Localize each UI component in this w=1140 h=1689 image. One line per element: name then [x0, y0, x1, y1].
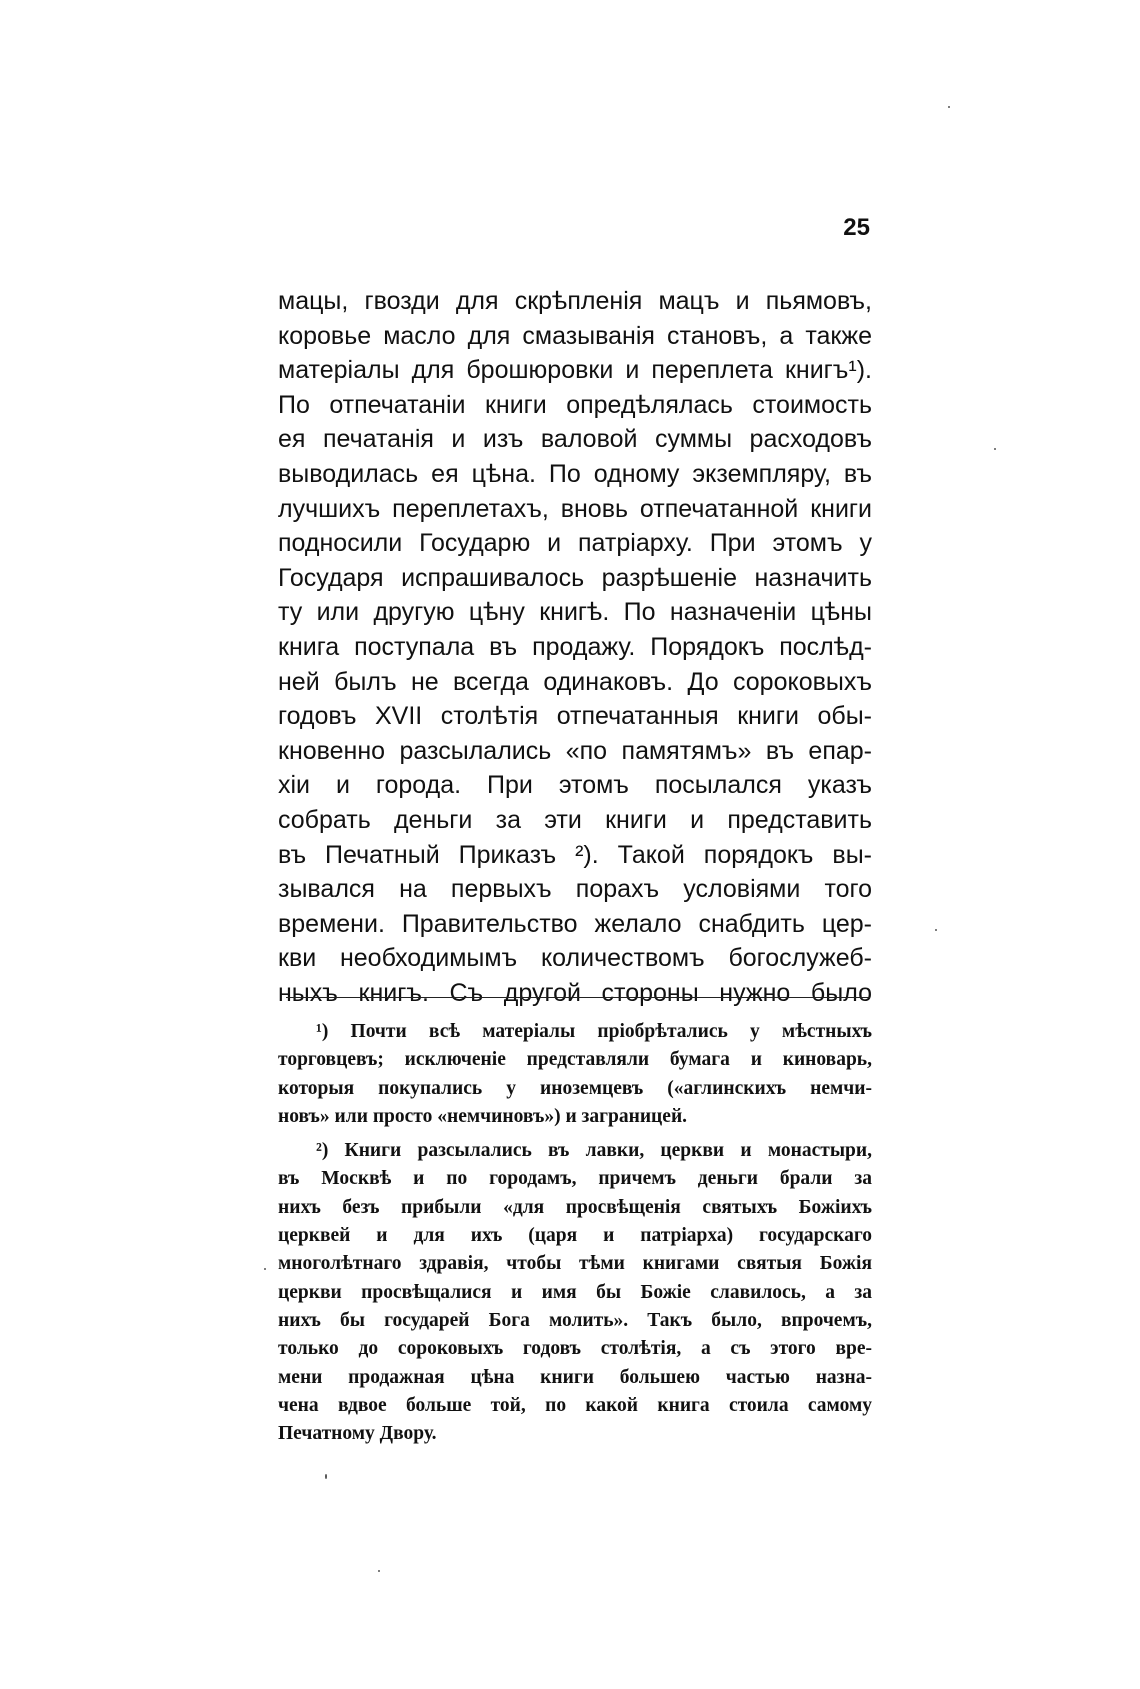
footnote-line: ²) Книги разсылались въ лавки, церкви и монастыри,: [316, 1140, 872, 1162]
body-line: коровье масло для смазыванія становъ, а также: [278, 321, 872, 350]
footnote-line: Печатному Двору.: [278, 1423, 437, 1445]
body-line: кновенно разсылались «по памятямъ» въ епар-: [278, 736, 872, 765]
body-line: матеріалы для брошюровки и переплета книгъ¹).: [278, 356, 872, 385]
footnote-line: только до сороковыхъ годовъ столѣтія, а съ этого вре-: [278, 1338, 872, 1360]
scan-speck: [994, 448, 996, 450]
main-text: [278, 284, 872, 1010]
scan-speck: [948, 106, 950, 108]
body-line: кви необходимымъ количествомъ богослужеб-: [278, 944, 872, 973]
footnote-1: [278, 1018, 872, 1131]
footnote-line: ¹) Почти всѣ матеріалы пріобрѣтались у мѣстныхъ: [316, 1021, 872, 1042]
footnote-2: [278, 1137, 872, 1448]
scan-speck: [935, 929, 937, 931]
scan-speck: [378, 1570, 380, 1572]
footnote-separator: [286, 997, 870, 998]
footnote-line: церкви просвѣщалися и имя бы Божіе славилось, а за: [278, 1281, 872, 1303]
footnote-line: въ Москвѣ и по городамъ, причемъ деньги брали за: [278, 1168, 872, 1190]
footnote-line: чена вдвое больше той, по какой книга стоила самому: [278, 1394, 872, 1416]
body-line: мацы, гвозди для скрѣпленія мацъ и пьямовъ,: [278, 287, 872, 315]
body-line: По отпечатаніи книги опредѣлялась стоимость: [278, 390, 872, 419]
body-line: ту или другую цѣну книгѣ. По назначеніи цѣны: [278, 598, 872, 627]
body-line: ныхъ книгъ. Съ другой стороны нужно было: [278, 978, 872, 1007]
body-line: времени. Правительство желало снабдить цер-: [278, 909, 872, 938]
footnote-line: торговцевъ; исключеніе представляли бумага и киноварь,: [278, 1049, 872, 1071]
page-number: 25: [843, 214, 870, 241]
footnotes: [278, 1018, 872, 1448]
body-line: выводилась ея цѣна. По одному экземпляру, въ: [278, 459, 872, 488]
footnote-line: нихъ безъ прибыли «для просвѣщенія святыхъ Божіихъ: [278, 1196, 872, 1218]
footnote-line: церквей и для ихъ (царя и патріарха) государскаго: [278, 1225, 872, 1247]
footnote-line: мени продажная цѣна книги большею частью назна-: [278, 1366, 872, 1388]
body-line: лучшихъ переплетахъ, вновь отпечатанной книги: [278, 494, 872, 523]
body-line: ея печатанія и изъ валовой суммы расходовъ: [278, 425, 872, 454]
footnote-line: нихъ бы государей Бога молить». Такъ было, впрочемъ,: [278, 1309, 872, 1331]
body-line: зывался на первыхъ порахъ условіями того: [278, 875, 872, 904]
body-line: въ Печатный Приказъ ²). Такой порядокъ вы-: [278, 840, 872, 869]
body-line: годовъ XVII столѣтія отпечатанныя книги обы-: [278, 702, 872, 731]
body-line: хіи и города. При этомъ посылался указъ: [278, 771, 872, 800]
footnote-line: многолѣтнаго здравія, чтобы тѣми книгами святыя Божія: [278, 1253, 872, 1275]
footnote-line: новъ» или просто «немчиновъ») и заграницей.: [278, 1105, 688, 1127]
body-line: собрать деньги за эти книги и представить: [278, 805, 872, 834]
footnote-line: которыя покупались у иноземцевъ («аглинскихъ немчи-: [278, 1077, 872, 1099]
body-line: ней былъ не всегда одинаковъ. До сороковыхъ: [278, 667, 872, 696]
scan-speck: [264, 1268, 266, 1270]
body-line: подносили Государю и патріарху. При этомъ у: [278, 529, 872, 558]
body-line: Государя испрашивалось разрѣшеніе назначить: [278, 563, 872, 592]
scan-speck: [325, 1474, 327, 1479]
body-line: книга поступала въ продажу. Порядокъ послѣд-: [278, 632, 872, 661]
